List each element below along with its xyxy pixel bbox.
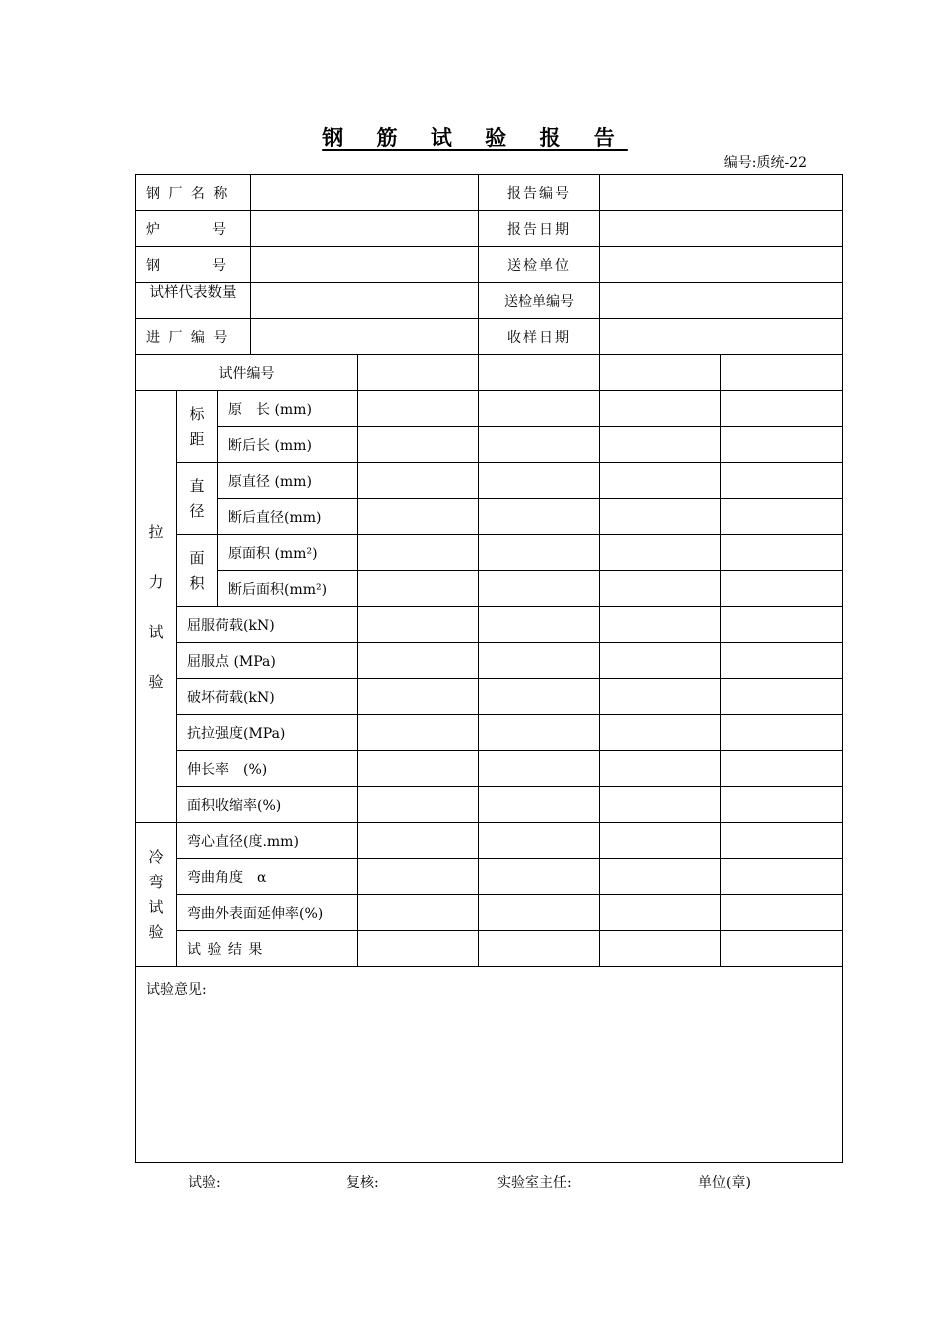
cell-data[interactable] (721, 571, 843, 607)
row-mill-name (136, 175, 843, 211)
cell-data[interactable] (721, 499, 843, 535)
label-diameter-after: 断后直径(mm) (218, 499, 358, 535)
cell-data[interactable] (358, 715, 479, 751)
label-tester: 试验: (188, 1175, 221, 1191)
cell-data[interactable] (358, 571, 479, 607)
cell-data[interactable] (358, 463, 479, 499)
cell-data[interactable] (479, 391, 600, 427)
label-area: 面积 (177, 535, 218, 607)
row-bend-elongation (136, 895, 843, 931)
label-sample-qty: 试样代表数量 (136, 283, 251, 319)
cell-data[interactable] (721, 895, 843, 931)
row-area-reduction (136, 787, 843, 823)
cell-data[interactable] (600, 427, 721, 463)
label-break-load: 破坏荷载(kN) (177, 679, 358, 715)
cell-data[interactable] (600, 823, 721, 859)
cell-data[interactable] (358, 787, 479, 823)
row-sample-qty (136, 283, 843, 319)
cell-data[interactable] (358, 391, 479, 427)
cell-data[interactable] (721, 859, 843, 895)
label-report-date: 报告日期 (479, 211, 600, 247)
cell-data[interactable] (358, 679, 479, 715)
field-receive-date[interactable] (600, 319, 843, 355)
row-furnace-no (136, 211, 843, 247)
label-reviewer: 复核: (346, 1175, 379, 1191)
label-tensile-test (136, 391, 177, 823)
field-report-date[interactable] (600, 211, 843, 247)
cell-data[interactable] (358, 823, 479, 859)
cell-data[interactable] (721, 715, 843, 751)
row-entry-no (136, 319, 843, 355)
row-bend-diameter (136, 823, 843, 859)
cell-data[interactable] (721, 607, 843, 643)
field-entry-no[interactable] (251, 319, 479, 355)
label-report-no: 报告编号 (479, 175, 600, 211)
cell-data[interactable] (479, 643, 600, 679)
cell-data[interactable] (721, 787, 843, 823)
cell-data[interactable] (358, 535, 479, 571)
form-code: 编号:质统-22 (723, 155, 807, 171)
cell-data[interactable] (479, 571, 600, 607)
field-sender-form-no[interactable] (600, 283, 843, 319)
cell-specimen-2[interactable] (479, 355, 600, 391)
label-bend-angle: 弯曲角度 α (177, 859, 358, 895)
cell-data[interactable] (721, 751, 843, 787)
row-gauge-after (136, 427, 843, 463)
label-test-result: 试 验 结 果 (177, 931, 358, 967)
row-test-result (136, 931, 843, 967)
cell-data[interactable] (358, 751, 479, 787)
row-remarks (136, 967, 843, 1163)
cell-data[interactable] (721, 679, 843, 715)
tensile-label: 拉力试验 (148, 522, 164, 691)
field-sender-unit[interactable] (600, 247, 843, 283)
cell-data[interactable] (479, 463, 600, 499)
label-tensile-strength: 抗拉强度(MPa) (177, 715, 358, 751)
cell-data[interactable] (600, 787, 721, 823)
cell-data[interactable] (600, 463, 721, 499)
cell-data[interactable] (479, 895, 600, 931)
row-tensile-strength (136, 715, 843, 751)
cell-data[interactable] (479, 751, 600, 787)
cell-specimen-3[interactable] (600, 355, 721, 391)
cell-data[interactable] (600, 535, 721, 571)
label-area-original: 原面积 (mm²) (218, 535, 358, 571)
cell-data[interactable] (721, 391, 843, 427)
cell-data[interactable] (600, 895, 721, 931)
cell-data[interactable] (358, 643, 479, 679)
row-diameter-original (136, 463, 843, 499)
cell-data[interactable] (479, 787, 600, 823)
cell-data[interactable] (721, 427, 843, 463)
cell-data[interactable] (479, 859, 600, 895)
label-gauge-original: 原 长 (mm) (218, 391, 358, 427)
report-table (135, 174, 843, 1163)
row-steel-no (136, 247, 843, 283)
label-receive-date: 收样日期 (479, 319, 600, 355)
cell-data[interactable] (479, 607, 600, 643)
field-sample-qty[interactable] (251, 283, 479, 319)
cell-data[interactable] (479, 931, 600, 967)
cell-data[interactable] (600, 931, 721, 967)
label-mill-name: 钢 厂 名 称 (136, 175, 251, 211)
label-elongation: 伸长率 (%) (177, 751, 358, 787)
cell-data[interactable] (479, 823, 600, 859)
row-bend-angle (136, 859, 843, 895)
field-steel-no[interactable] (251, 247, 479, 283)
cell-data[interactable] (358, 931, 479, 967)
label-entry-no: 进 厂 编 号 (136, 319, 251, 355)
label-gauge: 标距 (177, 391, 218, 463)
cell-data[interactable] (600, 751, 721, 787)
label-yield-load: 屈服荷载(kN) (177, 607, 358, 643)
label-remarks: 试验意见: (146, 982, 207, 998)
label-unit-seal: 单位(章) (698, 1175, 751, 1191)
label-bend-test: 冷弯试验 (136, 823, 177, 967)
cell-specimen-1[interactable] (358, 355, 479, 391)
cell-specimen-4[interactable] (721, 355, 843, 391)
label-bend-elongation: 弯曲外表面延伸率(%) (177, 895, 358, 931)
cell-data[interactable] (600, 679, 721, 715)
cell-data[interactable] (479, 679, 600, 715)
cell-data[interactable] (358, 859, 479, 895)
row-yield-point (136, 643, 843, 679)
cell-data[interactable] (600, 391, 721, 427)
row-gauge-original (136, 391, 843, 427)
label-bend-diameter: 弯心直径(度.mm) (177, 823, 358, 859)
label-area-reduction: 面积收缩率(%) (177, 787, 358, 823)
label-yield-point: 屈服点 (MPa) (177, 643, 358, 679)
label-specimen-no: 试件编号 (136, 355, 358, 391)
cell-data[interactable] (358, 607, 479, 643)
row-elongation (136, 751, 843, 787)
cell-data[interactable] (600, 715, 721, 751)
cell-data[interactable] (600, 499, 721, 535)
label-furnace-no: 炉 号 (136, 211, 251, 247)
label-area-after: 断后面积(mm²) (218, 571, 358, 607)
cell-data[interactable] (600, 859, 721, 895)
row-area-original (136, 535, 843, 571)
label-diameter: 直径 (177, 463, 218, 535)
cell-data[interactable] (600, 643, 721, 679)
cell-data[interactable] (358, 895, 479, 931)
field-furnace-no[interactable] (251, 211, 479, 247)
row-break-load (136, 679, 843, 715)
cell-data[interactable] (479, 715, 600, 751)
cell-data[interactable] (479, 535, 600, 571)
label-sender-form-no: 送检单编号 (479, 283, 600, 319)
cell-data[interactable] (600, 607, 721, 643)
label-steel-no: 钢 号 (136, 247, 251, 283)
field-mill-name[interactable] (251, 175, 479, 211)
cell-data[interactable] (600, 571, 721, 607)
row-specimen-no (136, 355, 843, 391)
label-gauge-after: 断后长 (mm) (218, 427, 358, 463)
cell-data[interactable] (358, 427, 479, 463)
cell-data[interactable] (358, 499, 479, 535)
cell-data[interactable] (721, 535, 843, 571)
remarks-field[interactable] (136, 967, 843, 1163)
cell-data[interactable] (721, 463, 843, 499)
label-sender-unit: 送检单位 (479, 247, 600, 283)
cell-data[interactable] (721, 823, 843, 859)
cell-data[interactable] (479, 427, 600, 463)
cell-data[interactable] (721, 643, 843, 679)
cell-data[interactable] (721, 931, 843, 967)
label-lab-director: 实验室主任: (497, 1175, 572, 1191)
row-area-after (136, 571, 843, 607)
report-title: 钢 筋 试 验 报 告 (322, 125, 628, 150)
row-diameter-after (136, 499, 843, 535)
cell-data[interactable] (479, 499, 600, 535)
label-diameter-original: 原直径 (mm) (218, 463, 358, 499)
field-report-no[interactable] (600, 175, 843, 211)
row-yield-load (136, 607, 843, 643)
